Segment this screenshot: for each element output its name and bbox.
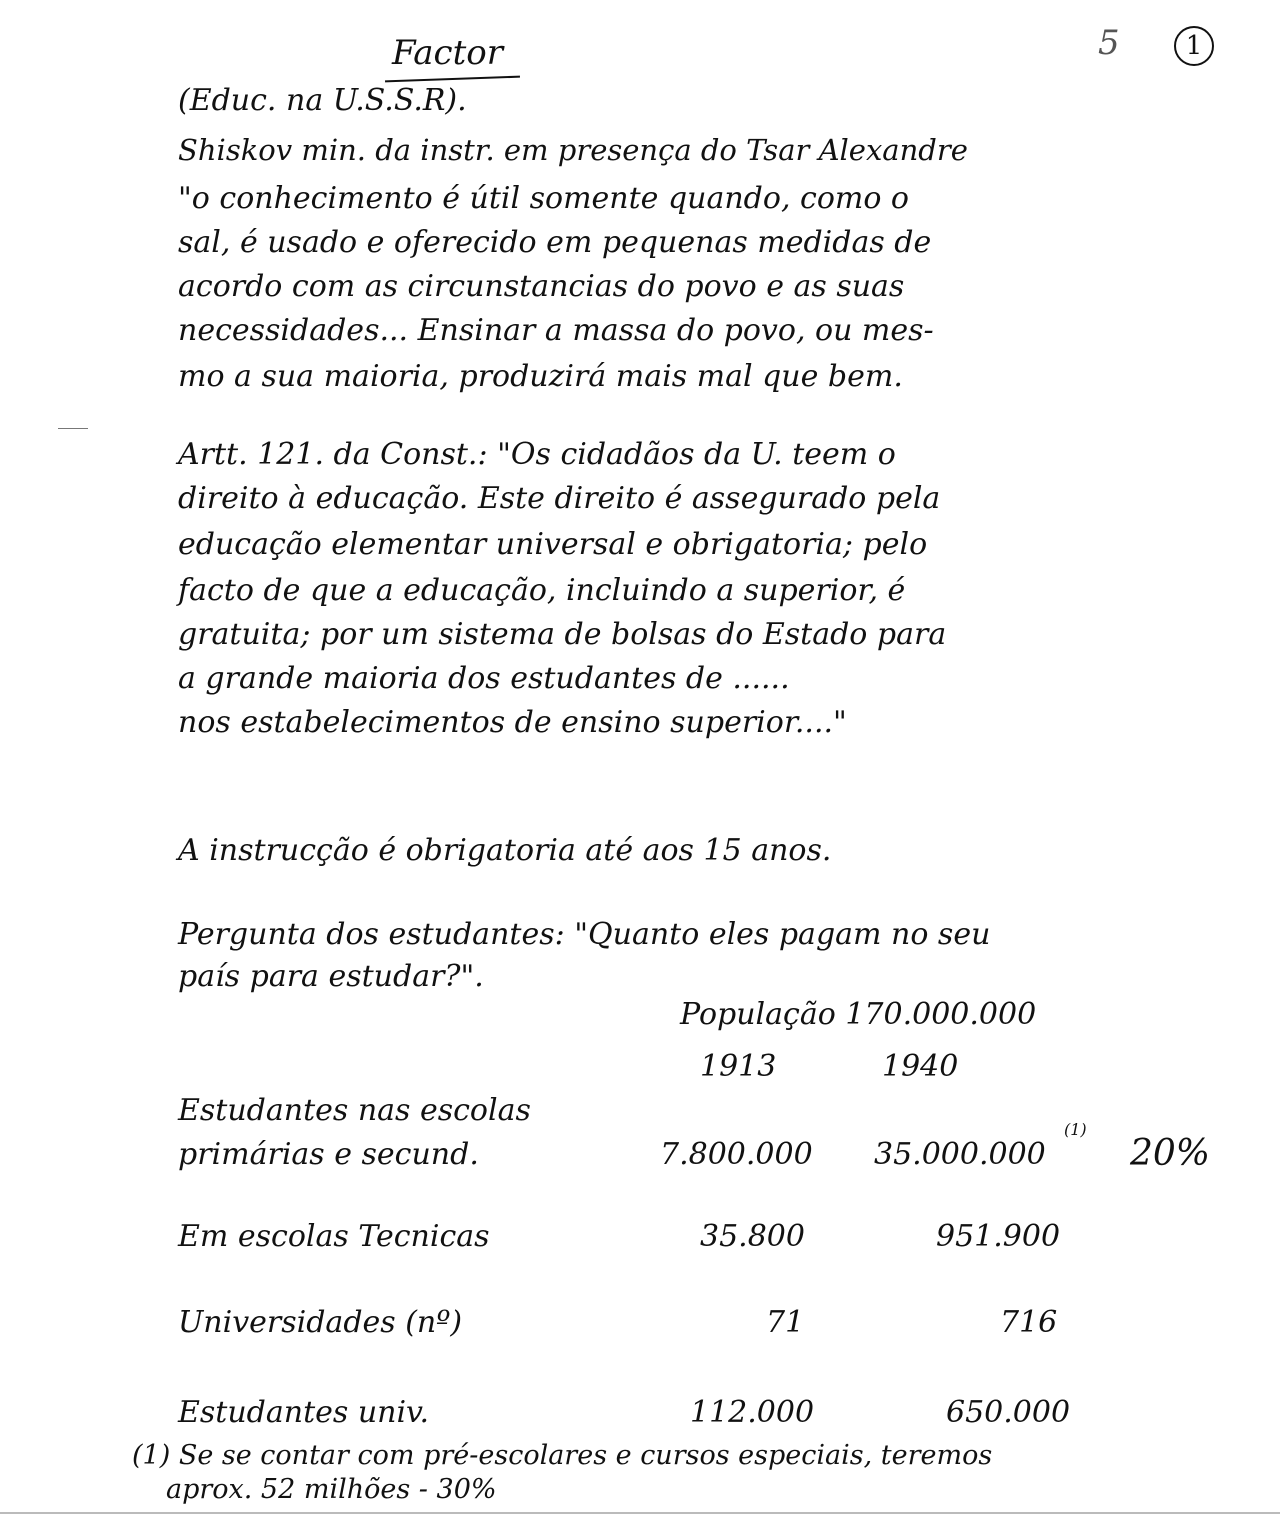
value-1940: 716 [1000, 1305, 1058, 1340]
page-edge [0, 1512, 1280, 1514]
text-line: Pergunta dos estudantes: "Quanto eles pagam no seu [178, 917, 991, 952]
footnote-line: aprox. 52 milhões - 30% [166, 1474, 497, 1505]
population-label: População 170.000.000 [680, 997, 1037, 1032]
footnote-ref: (1) [1064, 1120, 1087, 1139]
text-line: (Educ. na U.S.S.R). [178, 83, 467, 118]
year-header-1940: 1940 [882, 1049, 959, 1084]
text-line: acordo com as circunstancias do povo e as suas [178, 269, 905, 304]
text-line: Artt. 121. da Const.: "Os cidadãos da U. teem o [178, 437, 896, 472]
value-1913: 7.800.000 [660, 1137, 813, 1172]
row-label: Em escolas Tecnicas [178, 1219, 490, 1254]
text-line: nos estabelecimentos de ensino superior...." [178, 705, 847, 740]
text-line: Shiskov min. da instr. em presença do Tsar Alexandre [178, 133, 968, 167]
page-mark: 5 [1098, 23, 1120, 63]
value-1940: 650.000 [946, 1395, 1071, 1430]
page-title: Factor [392, 33, 503, 73]
text-line: necessidades... Ensinar a massa do povo, ou mes- [178, 313, 934, 348]
text-line: A instrucção é obrigatoria até aos 15 anos. [178, 833, 832, 868]
row-label: primárias e secund. [178, 1137, 479, 1172]
percent-value: 20% [1130, 1133, 1211, 1174]
text-line: a grande maioria dos estudantes de ...... [178, 661, 790, 696]
value-1913: 112.000 [690, 1395, 815, 1430]
text-line: gratuita; por um sistema de bolsas do Estado para [178, 617, 947, 652]
row-label: Estudantes univ. [178, 1395, 429, 1430]
title-underline [385, 76, 520, 83]
text-line: país para estudar?". [178, 959, 484, 994]
text-line: sal, é usado e oferecido em pequenas medidas de [178, 225, 932, 260]
footnote-line: (1) Se se contar com pré-escolares e cursos especiais, teremos [132, 1440, 993, 1471]
value-1940: 35.000.000 [874, 1137, 1046, 1172]
text-line: "o conhecimento é útil somente quando, como o [178, 181, 909, 216]
margin-mark [58, 428, 88, 429]
value-1913: 71 [766, 1305, 805, 1340]
row-label: Universidades (nº) [178, 1305, 463, 1340]
value-1913: 35.800 [700, 1219, 805, 1254]
row-label: Estudantes nas escolas [178, 1093, 531, 1128]
text-line: facto de que a educação, incluindo a superior, é [178, 573, 906, 608]
value-1940: 951.900 [936, 1219, 1061, 1254]
text-line: educação elementar universal e obrigatoria; pelo [178, 527, 928, 562]
text-line: direito à educação. Este direito é assegurado pela [178, 481, 941, 516]
page-number-circled: 1 [1174, 26, 1214, 66]
year-header-1913: 1913 [700, 1049, 777, 1084]
text-line: mo a sua maioria, produzirá mais mal que bem. [178, 359, 903, 394]
